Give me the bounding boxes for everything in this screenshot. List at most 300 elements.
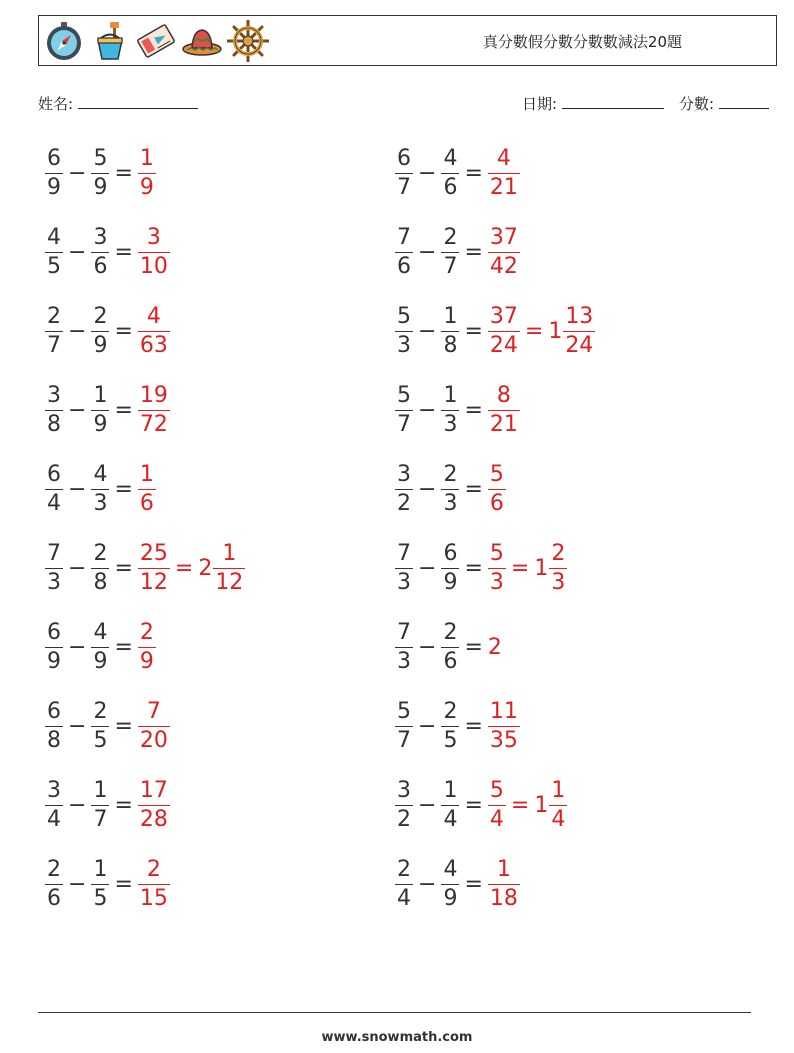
denominator: 35 [489,727,518,753]
minus-sign: − [68,634,87,660]
problem-item [45,457,156,521]
numerator: 3 [47,777,61,803]
fraction-bar [488,489,506,490]
numerator: 5 [93,145,108,171]
minus-sign: − [68,871,87,897]
name-label: 姓名: [38,95,74,113]
denominator: 10 [139,253,168,279]
minuend-fraction [395,382,413,437]
denominator: 6 [93,253,108,279]
numerator: 6 [47,461,61,487]
numerator: 1 [139,145,154,171]
numerator: 5 [489,777,504,803]
minus-sign: − [68,239,87,265]
numerator: 6 [443,540,458,566]
denominator: 7 [397,727,411,753]
subtrahend-fraction [91,856,109,911]
minuend-fraction [395,698,413,753]
answer-fraction [138,382,170,437]
subtrahend-fraction [441,303,459,358]
fraction-bar [91,884,109,885]
minuend-fraction [45,540,63,595]
denominator: 3 [93,490,108,516]
minuend-fraction [395,461,413,516]
numerator: 4 [146,303,161,329]
header-icons [43,20,269,62]
numerator: 1 [443,303,458,329]
answer [138,461,156,516]
subtrahend-fraction [91,619,109,674]
denominator: 63 [139,332,168,358]
minus-sign: − [418,871,437,897]
fraction-bar [441,331,459,332]
minuend-fraction [45,777,63,832]
date-label: 日期: [522,95,558,113]
denominator: 7 [47,332,61,358]
answer [138,303,170,358]
fraction-bar [138,410,170,411]
numerator: 6 [397,145,411,171]
minus-sign: − [418,476,437,502]
numerator: 2 [146,856,161,882]
fraction-bar [441,568,459,569]
answer-fraction [138,224,170,279]
compass-icon [43,20,85,62]
numerator: 5 [489,540,504,566]
numerator: 37 [489,303,518,329]
subtrahend-fraction [441,619,459,674]
equals-sign: = [114,476,133,502]
answer [488,777,567,832]
numerator: 2 [139,619,154,645]
problem-item [45,536,245,600]
denominator: 3 [397,648,411,674]
mixed-fraction [549,540,567,595]
answer-fraction [138,856,170,911]
denominator: 8 [93,569,108,595]
fraction-bar [441,647,459,648]
numerator: 1 [93,856,108,882]
numerator: 4 [443,145,458,171]
score-field [679,93,769,114]
denominator: 3 [443,411,458,437]
fraction-bar [563,331,595,332]
subtrahend-fraction [91,145,109,200]
denominator: 9 [443,569,458,595]
equals-sign: = [114,160,133,186]
equals-sign: = [464,792,483,818]
numerator: 2 [443,619,458,645]
numerator: 13 [565,303,594,329]
fraction-bar [45,173,63,174]
numerator: 25 [139,540,168,566]
minuend-fraction [395,145,413,200]
mixed-whole: 2 [198,555,213,581]
fraction-bar [138,647,156,648]
equals-sign: = [510,555,530,581]
equals-sign: = [510,792,530,818]
equals-sign: = [114,397,133,423]
equals-sign: = [464,239,483,265]
numerator: 1 [139,461,154,487]
ticket-icon [135,20,177,62]
numerator: 4 [496,145,511,171]
footer-divider [38,1012,751,1013]
minus-sign: − [68,160,87,186]
minuend-fraction [395,619,413,674]
answer [138,145,156,200]
numerator: 7 [397,619,411,645]
denominator: 9 [93,174,108,200]
equals-sign: = [464,634,483,660]
subtrahend-fraction [441,777,459,832]
sombrero-icon [181,20,223,62]
answer-fraction [138,145,156,200]
minus-sign: − [418,792,437,818]
minus-sign: − [68,318,87,344]
problem-item [45,615,156,679]
problem-item [395,773,567,837]
numerator: 6 [47,698,61,724]
fraction-bar [45,489,63,490]
equals-sign: = [114,871,133,897]
denominator: 5 [93,727,108,753]
fraction-bar [395,805,413,806]
problem-item [45,773,170,837]
minus-sign: − [418,239,437,265]
numerator: 2 [551,540,566,566]
denominator: 28 [139,806,168,832]
numerator: 6 [47,619,61,645]
fraction-bar [441,884,459,885]
mixed-whole: 1 [534,555,549,581]
fraction-bar [488,568,506,569]
fraction-bar [91,726,109,727]
minuend-fraction [45,145,63,200]
denominator: 4 [47,806,61,832]
fraction-bar [395,568,413,569]
answer [488,461,506,516]
fraction-bar [138,568,170,569]
answer [488,382,520,437]
fraction-bar [549,568,567,569]
numerator: 7 [47,540,61,566]
minuend-fraction [395,777,413,832]
fraction-bar [441,173,459,174]
numerator: 2 [47,856,61,882]
numerator: 7 [397,540,411,566]
fraction-bar [395,173,413,174]
answer [488,540,567,595]
problem-item [395,694,520,758]
fraction-bar [91,647,109,648]
denominator: 7 [93,806,108,832]
minuend-fraction [395,540,413,595]
fraction-bar [213,568,245,569]
minus-sign: − [68,476,87,502]
numerator: 5 [397,382,411,408]
numerator: 1 [551,777,566,803]
equals-sign: = [464,476,483,502]
subtrahend-fraction [441,382,459,437]
equals-sign: = [114,555,133,581]
equals-sign: = [464,713,483,739]
answer-fraction [488,382,520,437]
minuend-fraction [45,382,63,437]
fraction-bar [549,805,567,806]
denominator: 3 [443,490,458,516]
problem-item [395,615,503,679]
numerator: 1 [93,777,108,803]
denominator: 6 [443,648,458,674]
denominator: 8 [47,411,61,437]
denominator: 7 [397,411,411,437]
answer-fraction [488,540,506,595]
answer-fraction [488,224,520,279]
fraction-bar [138,489,156,490]
problem-item [395,457,506,521]
denominator: 9 [93,411,108,437]
numerator: 5 [397,698,411,724]
denominator: 21 [489,174,518,200]
denominator: 4 [397,885,411,911]
numerator: 3 [146,224,161,250]
numerator: 4 [93,461,108,487]
numerator: 17 [139,777,168,803]
fraction-bar [91,489,109,490]
answer-fraction [488,856,520,911]
answer [488,224,520,279]
subtrahend-fraction [91,540,109,595]
subtrahend-fraction [91,382,109,437]
minuend-fraction [45,619,63,674]
minuend-fraction [45,461,63,516]
answer [138,619,156,674]
equals-sign: = [114,792,133,818]
numerator: 19 [139,382,168,408]
minus-sign: − [418,160,437,186]
numerator: 37 [489,224,518,250]
equals-sign: = [464,871,483,897]
numerator: 4 [47,224,61,250]
mixed-whole: 1 [548,318,563,344]
denominator: 4 [489,806,504,832]
minuend-fraction [395,856,413,911]
denominator: 4 [443,806,458,832]
fraction-bar [395,489,413,490]
score-blank[interactable] [719,95,769,109]
denominator: 5 [47,253,61,279]
fraction-bar [45,331,63,332]
numerator: 3 [397,777,411,803]
denominator: 5 [443,727,458,753]
denominator: 72 [139,411,168,437]
fraction-bar [91,568,109,569]
denominator: 3 [489,569,504,595]
fraction-bar [91,410,109,411]
numerator: 1 [93,382,108,408]
numerator: 2 [443,224,458,250]
fraction-bar [395,884,413,885]
numerator: 1 [443,777,458,803]
fraction-bar [488,331,520,332]
minuend-fraction [45,303,63,358]
fraction-bar [45,726,63,727]
mixed-fraction [549,777,567,832]
subtrahend-fraction [91,224,109,279]
fraction-bar [91,252,109,253]
fraction-bar [138,173,156,174]
fraction-bar [488,410,520,411]
subtrahend-fraction [441,856,459,911]
problem-item [395,536,567,600]
problem-item [45,220,170,284]
name-field [38,93,198,114]
mixed-fraction [563,303,595,358]
subtrahend-fraction [91,777,109,832]
answer-fraction [488,303,520,358]
answer [138,856,170,911]
fraction-bar [138,726,170,727]
numerator: 1 [222,540,237,566]
answer-fraction [488,145,520,200]
problem-item [45,694,170,758]
denominator: 2 [397,806,411,832]
denominator: 15 [139,885,168,911]
answer-fraction [138,619,156,674]
fraction-bar [45,647,63,648]
numerator: 3 [47,382,61,408]
numerator: 2 [93,303,108,329]
denominator: 5 [93,885,108,911]
answer [138,698,170,753]
date-blank[interactable] [562,95,664,109]
denominator: 42 [489,253,518,279]
denominator: 24 [565,332,594,358]
fraction-bar [441,410,459,411]
subtrahend-fraction [441,540,459,595]
problem-item [395,299,595,363]
answer-fraction [488,461,506,516]
answer [138,540,245,595]
worksheet-title: 真分數假分數分數數減法20題 [482,33,682,51]
denominator: 3 [397,332,411,358]
fraction-bar [441,252,459,253]
fraction-bar [45,884,63,885]
denominator: 2 [397,490,411,516]
numerator: 5 [397,303,411,329]
denominator: 8 [443,332,458,358]
equals-sign: = [114,713,133,739]
answer-fraction [488,777,506,832]
numerator: 8 [496,382,511,408]
denominator: 9 [139,648,154,674]
answer [488,635,503,660]
fraction-bar [395,331,413,332]
minuend-fraction [45,224,63,279]
problem-item [45,852,170,916]
numerator: 2 [443,461,458,487]
fraction-bar [441,489,459,490]
answer-fraction [138,698,170,753]
equals-sign: = [464,397,483,423]
answer-fraction [138,303,170,358]
score-label: 分數: [679,95,715,113]
numerator: 3 [93,224,108,250]
fraction-bar [138,805,170,806]
denominator: 8 [47,727,61,753]
problem-item [395,220,520,284]
answer-fraction [138,461,156,516]
minuend-fraction [395,303,413,358]
denominator: 20 [139,727,168,753]
denominator: 4 [551,806,566,832]
minus-sign: − [68,555,87,581]
denominator: 4 [47,490,61,516]
fraction-bar [441,726,459,727]
denominator: 9 [93,332,108,358]
footer-url: www.snowmath.com [321,1030,473,1045]
equals-sign: = [464,555,483,581]
fraction-bar [45,410,63,411]
fraction-bar [91,331,109,332]
answer [138,382,170,437]
numerator: 2 [397,856,411,882]
mixed-fraction [213,540,245,595]
denominator: 3 [397,569,411,595]
fraction-bar [91,173,109,174]
denominator: 12 [215,569,244,595]
numerator: 2 [93,698,108,724]
minus-sign: − [68,713,87,739]
denominator: 6 [443,174,458,200]
denominator: 3 [551,569,566,595]
numerator: 2 [443,698,458,724]
denominator: 12 [139,569,168,595]
subtrahend-fraction [441,145,459,200]
answer-whole: 2 [487,634,502,660]
minuend-fraction [395,224,413,279]
numerator: 7 [146,698,161,724]
numerator: 2 [47,303,61,329]
name-blank[interactable] [78,95,198,109]
denominator: 6 [47,885,61,911]
minus-sign: − [68,397,87,423]
equals-sign: = [524,318,544,344]
mixed-whole: 1 [534,792,549,818]
equals-sign: = [114,634,133,660]
subtrahend-fraction [441,461,459,516]
fraction-bar [395,252,413,253]
date-field [522,93,664,114]
minus-sign: − [418,318,437,344]
denominator: 24 [489,332,518,358]
denominator: 6 [139,490,154,516]
fraction-bar [488,252,520,253]
fraction-bar [488,884,520,885]
ship-wheel-icon [227,20,269,62]
fraction-bar [395,410,413,411]
answer-fraction [138,777,170,832]
answer-fraction [488,698,520,753]
denominator: 9 [443,885,458,911]
denominator: 9 [47,174,61,200]
numerator: 6 [47,145,61,171]
minus-sign: − [418,397,437,423]
minuend-fraction [45,856,63,911]
problem-item [395,378,520,442]
minus-sign: − [68,792,87,818]
